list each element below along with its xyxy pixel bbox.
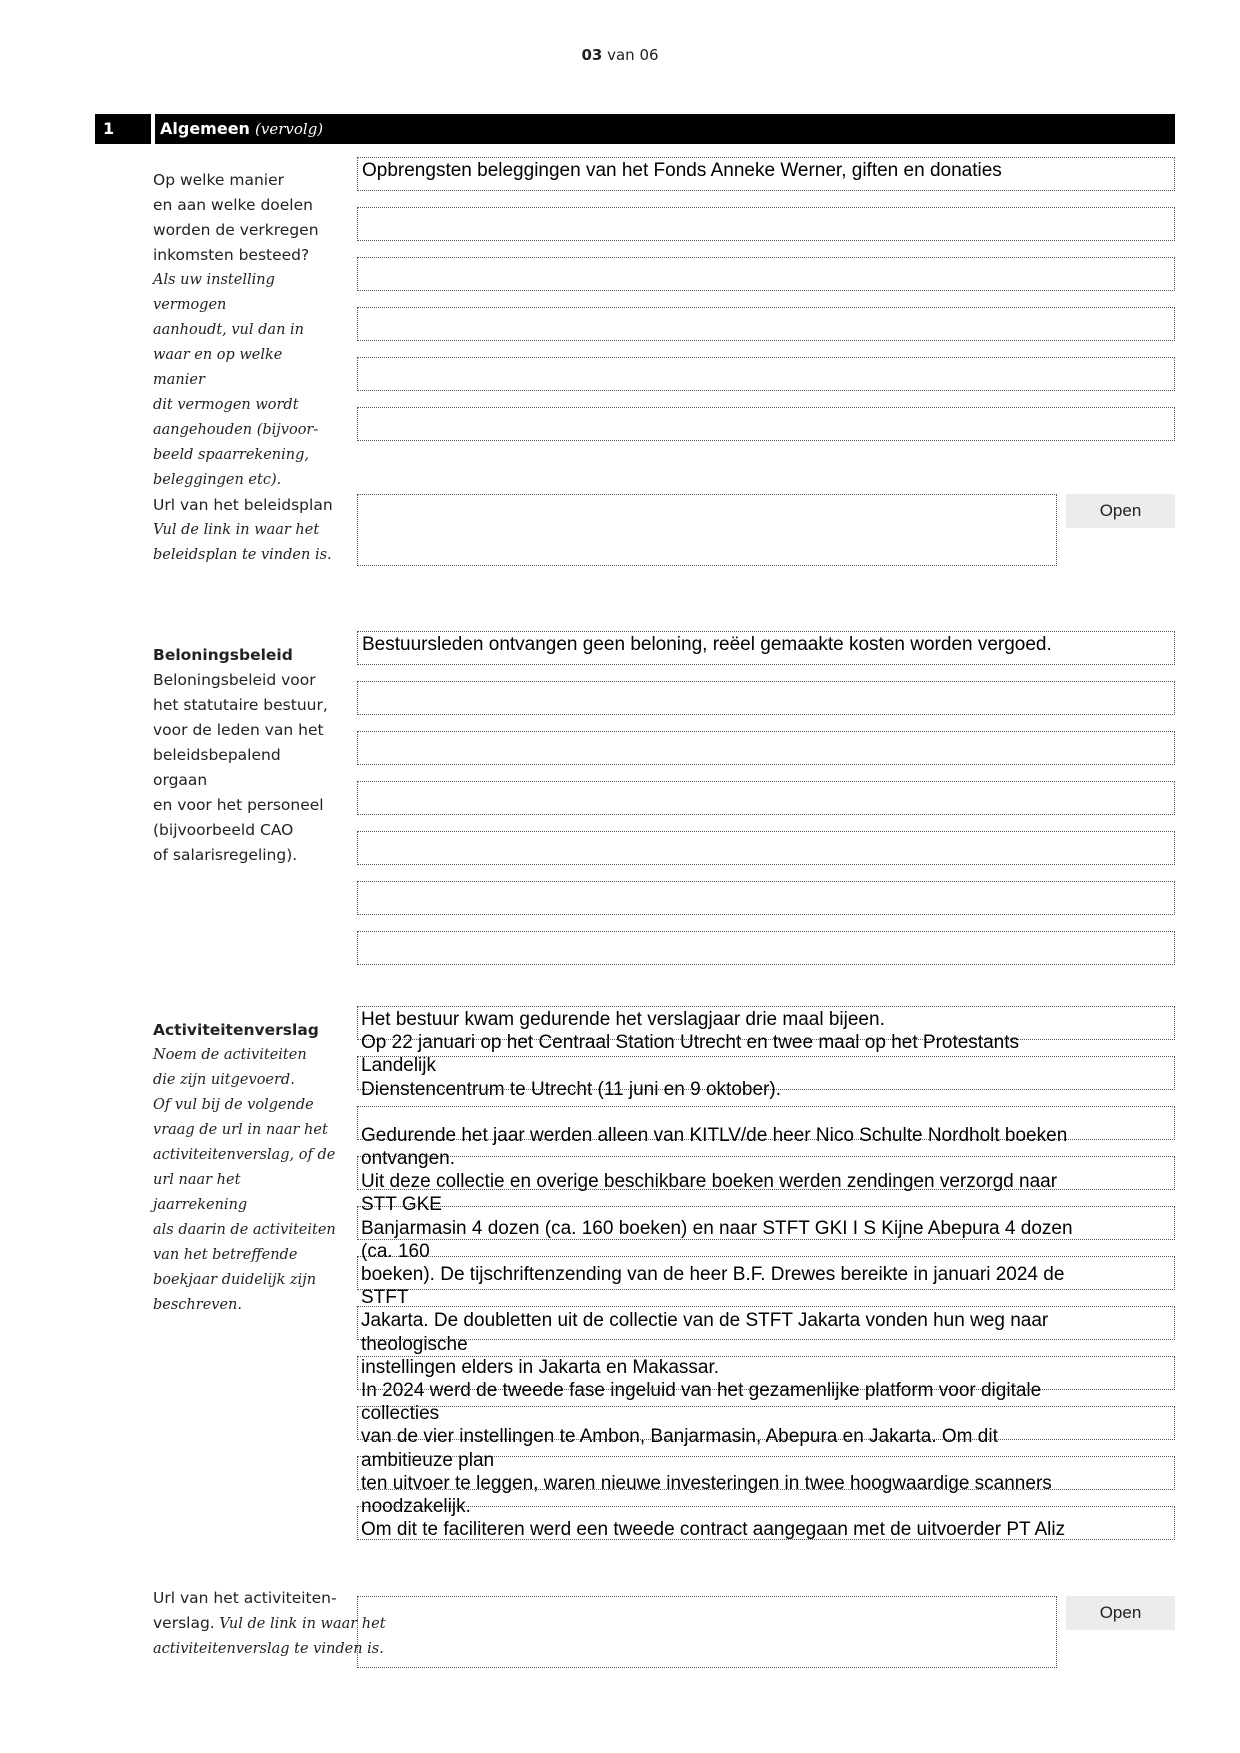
activiteiten-text-line: Jakarta. De doubletten uit de collectie van de STFT Jakarta vonden hun weg naar	[361, 1310, 1049, 1332]
activiteiten-hint-line: url naar het jaarrekening	[153, 1172, 248, 1213]
activiteitenverslag-url-label	[153, 1586, 386, 1662]
besteding-label-line: Op welke manier	[153, 171, 285, 189]
activiteitenverslag-url-label-line: Url van het activiteiten-	[153, 1589, 337, 1607]
beleidsplan-hint-line: Vul de link in waar het	[153, 522, 320, 538]
activiteiten-text-line: ambitieuze plan	[361, 1449, 495, 1471]
beloningsbeleid-field-3[interactable]	[357, 731, 1175, 765]
beleidsplan-hint-line: beleidsplan te vinden is.	[153, 547, 332, 563]
activiteiten-text-line: collecties	[361, 1403, 440, 1425]
activiteiten-hint-line: die zijn uitgevoerd.	[153, 1072, 295, 1088]
activiteiten-hint-line: van het betreffende	[153, 1247, 298, 1263]
activiteiten-text-line: instellingen elders in Jakarta en Makassar.	[361, 1356, 720, 1378]
activiteiten-text-line: Banjarmasin 4 dozen (ca. 160 boeken) en naar STFT GKI I S Kijne Abepura 4 dozen	[361, 1217, 1073, 1239]
section-subtitle: (vervolg)	[255, 120, 324, 138]
section-number: 1	[95, 114, 151, 144]
activiteiten-text-line	[361, 1101, 1171, 1124]
beloningsbeleid-label-line: of salarisregeling).	[153, 846, 298, 864]
besteding-field-3[interactable]	[357, 257, 1175, 291]
besteding-field-1[interactable]: Opbrengsten beleggingen van het Fonds Anneke Werner, giften en donaties	[357, 157, 1175, 191]
activiteiten-text-line: boeken). De tijschriftenzending van de heer B.F. Drewes bereikte in januari 2024 de	[361, 1264, 1065, 1286]
beloningsbeleid-field-2[interactable]	[357, 681, 1175, 715]
activiteiten-text-line: Op 22 januari op het Centraal Station Utrecht en twee maal op het Protestants	[361, 1032, 1019, 1054]
beleidsplan-label	[153, 493, 338, 568]
activiteiten-hint-line: beschreven.	[153, 1297, 242, 1313]
activiteiten-text	[361, 1008, 1171, 1540]
activiteiten-text-line: Om dit te faciliteren werd een tweede contract aangegaan met de uitvoerder PT Aliz	[361, 1519, 1066, 1540]
activiteiten-text-line: STT GKE	[361, 1194, 442, 1216]
beleidsplan-url-field[interactable]	[357, 494, 1057, 566]
activiteiten-text-line: STFT	[361, 1287, 409, 1309]
activiteiten-text-line: ten uitvoer te leggen, waren nieuwe investeringen in twee hoogwaardige scanners	[361, 1472, 1052, 1494]
activiteiten-text-line: In 2024 werd de tweede fase ingeluid van het gezamenlijke platform voor digitale	[361, 1380, 1042, 1402]
activiteiten-text-line: theologische	[361, 1333, 468, 1355]
activiteiten-hint-line: boekjaar duidelijk zijn	[153, 1272, 317, 1288]
besteding-field-5[interactable]	[357, 357, 1175, 391]
beloningsbeleid-label-line: Beloningsbeleid voor	[153, 671, 316, 689]
section-title: Algemeen	[160, 119, 250, 138]
beloningsbeleid-label-line: en voor het personeel	[153, 796, 324, 814]
section-header	[155, 114, 1175, 144]
activiteitenverslag-url-hint-line: activiteitenverslag te vinden is.	[153, 1641, 384, 1657]
activiteiten-text-line: Uit deze collectie en overige beschikbare boeken werden zendingen verzorgd naar	[361, 1171, 1058, 1193]
page-number	[0, 46, 1240, 64]
page-sep: van	[607, 46, 635, 64]
activiteiten-text-line: (ca. 160	[361, 1240, 430, 1262]
besteding-field-6[interactable]	[357, 407, 1175, 441]
activiteiten-text-line: van de vier instellingen te Ambon, Banjarmasin, Abepura en Jakarta. Om dit	[361, 1426, 998, 1448]
besteding-hint-line: waar en op welke manier	[153, 347, 283, 388]
activiteiten-text-line: ontvangen.	[361, 1148, 456, 1170]
page-total: 06	[639, 46, 659, 64]
beleidsplan-label-text: Url van het beleidsplan	[153, 496, 333, 514]
beloningsbeleid-field-1[interactable]: Bestuursleden ontvangen geen beloning, reëel gemaakte kosten worden vergoed.	[357, 631, 1175, 665]
beloningsbeleid-field-4[interactable]	[357, 781, 1175, 815]
activiteiten-text-line: Landelijk	[361, 1055, 436, 1077]
activiteiten-text-line: noodzakelijk.	[361, 1496, 471, 1518]
beloningsbeleid-label-line: beleidsbepalend orgaan	[153, 746, 281, 789]
besteding-hint-line: dit vermogen wordt	[153, 397, 299, 413]
besteding-field-4[interactable]	[357, 307, 1175, 341]
besteding-hint-line: beeld spaarrekening,	[153, 447, 310, 463]
activiteitenverslag-url-label-normal: verslag.	[153, 1614, 215, 1632]
activiteiten-hint-line: activiteitenverslag, of de	[153, 1147, 336, 1163]
page-current: 03	[581, 46, 603, 64]
besteding-label-line: worden de verkregen	[153, 221, 319, 239]
besteding-hint-line: aangehouden (bijvoor-	[153, 422, 319, 438]
activiteiten-hint-line: Of vul bij de volgende	[153, 1097, 314, 1113]
activiteitenverslag-url-label-line2	[153, 1611, 386, 1637]
beloningsbeleid-label-line: het statutaire bestuur,	[153, 696, 328, 714]
activiteitenverslag-url-hint-inline: Vul de link in waar het	[214, 1616, 386, 1632]
activiteiten-text-line: Het bestuur kwam gedurende het verslagjaar drie maal bijeen.	[361, 1009, 885, 1030]
beloningsbeleid-label-line: (bijvoorbeeld CAO	[153, 821, 294, 839]
activiteitenverslag-url-field[interactable]	[357, 1596, 1057, 1668]
beleidsplan-open-button[interactable]: Open	[1066, 494, 1175, 528]
activiteitenverslag-open-button[interactable]: Open	[1066, 1596, 1175, 1630]
activiteiten-hint-line: vraag de url in naar het	[153, 1122, 328, 1138]
besteding-label	[153, 168, 338, 493]
activiteiten-textarea[interactable]	[357, 1006, 1175, 1540]
activiteiten-title: Activiteitenverslag	[153, 1021, 319, 1039]
beloningsbeleid-label-line: voor de leden van het	[153, 721, 324, 739]
beloningsbeleid-field-6[interactable]	[357, 881, 1175, 915]
beloningsbeleid-label	[153, 643, 338, 868]
beloningsbeleid-field-5[interactable]	[357, 831, 1175, 865]
beloningsbeleid-field-7[interactable]	[357, 931, 1175, 965]
besteding-field-2[interactable]	[357, 207, 1175, 241]
beloningsbeleid-title: Beloningsbeleid	[153, 646, 293, 664]
besteding-label-line: inkomsten besteed?	[153, 246, 310, 264]
besteding-hint-line: beleggingen etc).	[153, 472, 282, 488]
activiteiten-hint-line: als daarin de activiteiten	[153, 1222, 336, 1238]
besteding-label-line: en aan welke doelen	[153, 196, 313, 214]
besteding-hint-line: Als uw instelling vermogen	[153, 272, 275, 313]
activiteiten-text-line: Dienstencentrum te Utrecht (11 juni en 9 oktober).	[361, 1078, 781, 1100]
besteding-hint-line: aanhoudt, vul dan in	[153, 322, 304, 338]
activiteiten-text-line: Gedurende het jaar werden alleen van KITLV/de heer Nico Schulte Nordholt boeken	[361, 1124, 1068, 1146]
activiteiten-hint-line: Noem de activiteiten	[153, 1047, 307, 1063]
activiteiten-label	[153, 1018, 338, 1318]
